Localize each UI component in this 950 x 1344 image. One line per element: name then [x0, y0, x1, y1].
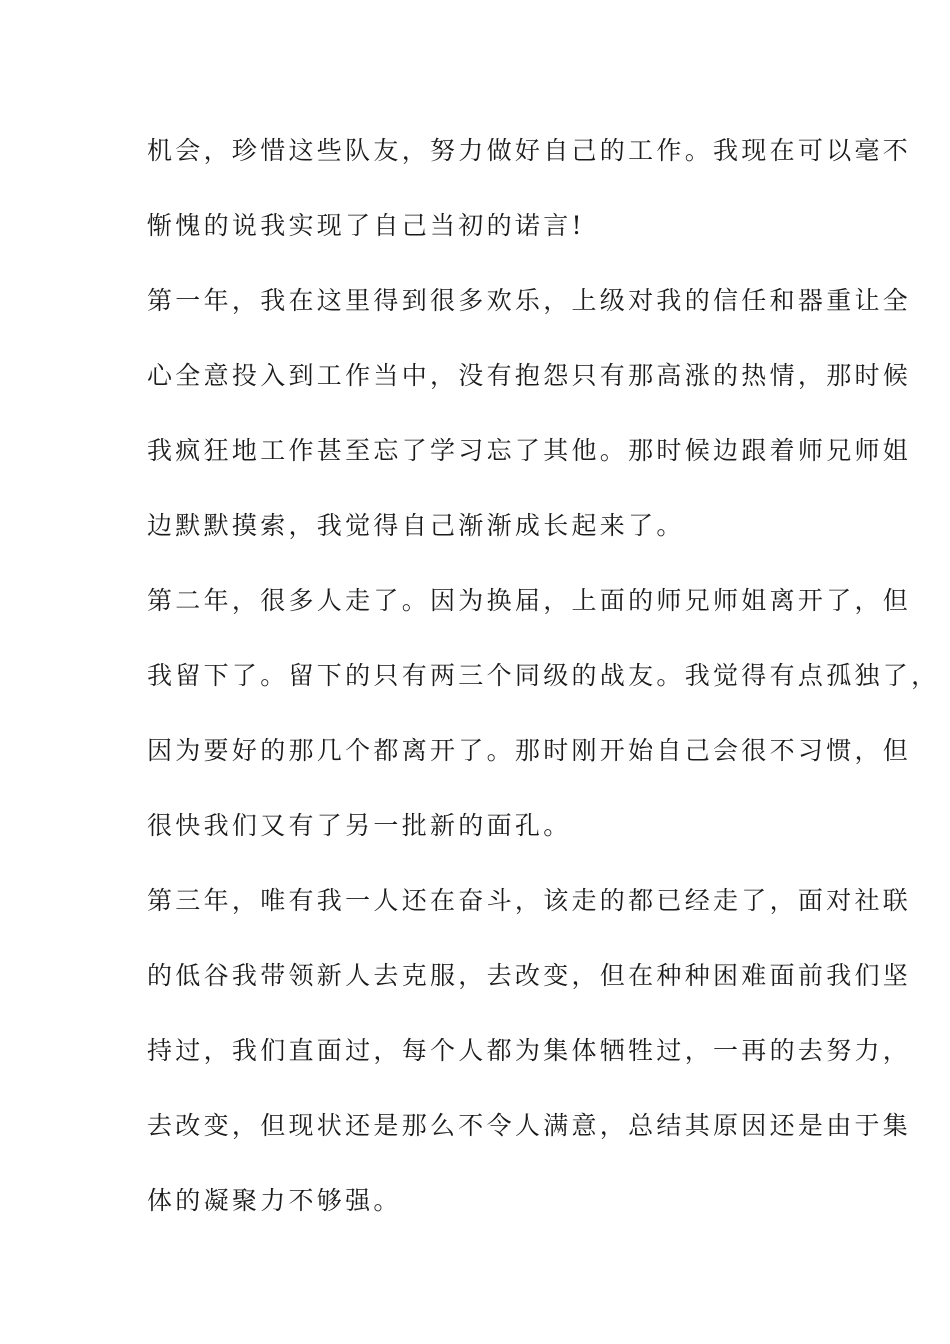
text-line: 第三年，唯有我一人还在奋斗，该走的都已经走了，面对社联 — [147, 886, 912, 915]
text-line: 惭愧的说我实现了自己当初的诺言! — [147, 211, 585, 240]
text-line: 第一年，我在这里得到很多欢乐，上级对我的信任和器重让全 — [147, 286, 912, 315]
text-line: 第二年，很多人走了。因为换届，上面的师兄师姐离开了，但 — [147, 586, 912, 615]
text-line: 边默默摸索，我觉得自己渐渐成长起来了。 — [147, 511, 685, 540]
text-line: 心全意投入到工作当中，没有抱怨只有那高涨的热情，那时候 — [147, 361, 912, 390]
text-line: 因为要好的那几个都离开了。那时刚开始自己会很不习惯，但 — [147, 736, 912, 765]
text-line: 我留下了。留下的只有两三个同级的战友。我觉得有点孤独了， — [147, 661, 940, 690]
text-line: 的低谷我带领新人去克服，去改变，但在种种困难面前我们坚 — [147, 961, 912, 990]
text-line: 很快我们又有了另一批新的面孔。 — [147, 811, 572, 840]
text-line: 体的凝聚力不够强。 — [147, 1186, 402, 1215]
text-line: 我疯狂地工作甚至忘了学习忘了其他。那时候边跟着师兄师姐 — [147, 436, 912, 465]
text-line: 持过，我们直面过，每个人都为集体牺牲过，一再的去努力， — [147, 1036, 912, 1065]
text-line: 去改变，但现状还是那么不令人满意，总结其原因还是由于集 — [147, 1111, 912, 1140]
text-line: 机会，珍惜这些队友，努力做好自己的工作。我现在可以毫不 — [147, 136, 912, 165]
